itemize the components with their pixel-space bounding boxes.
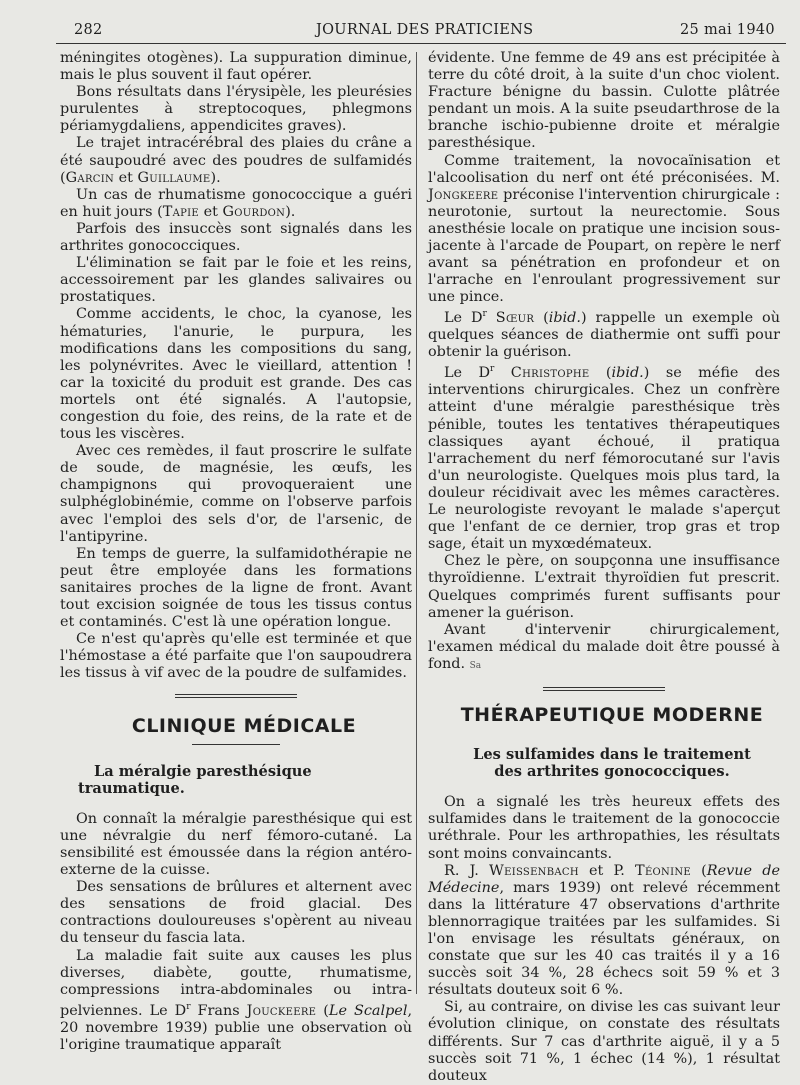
column-divider xyxy=(416,52,417,994)
paragraph: Parfois des insuccès sont signalés dans les arthrites gonococciques. xyxy=(60,220,412,255)
journal-name: Le Scalpel xyxy=(328,1002,408,1019)
header-rule xyxy=(56,43,786,44)
author-name: Weissenbach xyxy=(489,862,579,879)
author-name: Sœur xyxy=(495,310,535,327)
paragraph: Si, au contraire, on divise les cas suivant leur évolution clinique, on constate des résultats différents. Sur 7 cas d'arthrite aiguë, il y a 5 succès soit 71 %, 1 échec (14 %), 1 résultat douteux xyxy=(428,999,780,1084)
paragraph: La maladie fait suite aux causes les plus diverses, diabète, goutte, rhumatisme, compressions intra-abdominales ou intra-pelviennes. Le $D^r$ Frans Jouckeere (Le Scalpel, 20 novembre 1939) publie une observation où l'origine traumatique apparaît xyxy=(60,947,413,1053)
paragraph: Avec ces remèdes, il faut proscrire le sulfate de soude, de magnésie, les œufs, les champignons qui provoqueraient une sulphéglobinémie, comme on l'observe parfois avec l'emploi des sels d'or, de l'arsenic, de l'antipyrine. xyxy=(60,443,412,545)
paragraph: Un cas de rhumatisme gonococcique a guéri en huit jours (Tapie et Gourdon). xyxy=(60,186,412,220)
article-title-meralgie: La méralgie paresthésique traumatique. xyxy=(78,762,312,797)
article-title-line2: des arthrites gonococciques. xyxy=(494,763,730,781)
author-name: Guillaume xyxy=(137,169,211,186)
author-name: Téonine xyxy=(635,862,691,879)
journal-name: Revue de Médecine xyxy=(428,862,780,896)
author-name: Garcin xyxy=(65,169,115,186)
author-name: Jouckeere xyxy=(246,1002,317,1019)
issue-date: 25 mai 1940 xyxy=(680,22,775,38)
author-name: Tapie xyxy=(162,203,200,220)
running-header xyxy=(0,22,800,44)
paragraph: Ce n'est qu'après qu'elle est terminée et que l'hémostase a été parfaite que l'on saupoudrera les tissus à vif avec de la poudre de sulfamides. xyxy=(60,631,412,682)
left-column xyxy=(60,50,412,1054)
section-title-clinique: CLINIQUE MÉDICALE xyxy=(131,715,357,738)
paragraph: Le trajet intracérébral des plaies du crâne a été saupoudré avec des poudres de sulfamidés (Garcin et Guillaume). xyxy=(60,135,412,186)
paragraph: méningites otogènes). La suppuration diminue, mais le plus souvent il faut opérer. xyxy=(60,50,412,84)
article-title-line1: Les sulfamides dans le traitement xyxy=(473,746,751,764)
right-column xyxy=(428,50,780,1085)
paragraph: Avant d'intervenir chirurgicalement, l'examen médical du malade doit être poussé à fond. Sa xyxy=(428,621,780,672)
author-name: Christophe xyxy=(510,365,590,382)
signature-mark: Sa xyxy=(469,660,482,671)
paragraph: Bons résultats dans l'érysipèle, les pleurésies purulentes à streptocoques, phlegmons périamygdaliens, appendicites graves). xyxy=(60,84,412,135)
paragraph: R. J. Weissenbach et P. Téonine (Revue de Médecine, mars 1939) ont relevé récemment dans la littérature 47 observations d'arthrite blennorragique traitées par les sulfamides. Si l'on envisage les résultats généraux, on constate que sur les 40 cas traités il y a 16 succès soit 34 %, 28 échecs soit 59 % et 3 résultats douteux soit 6 %. xyxy=(428,862,780,999)
journal-title: JOURNAL DES PRATICIENS xyxy=(316,22,534,38)
paragraph: L'élimination se fait par le foie et les reins, accessoirement par les glandes salivaires ou prostatiques. xyxy=(60,255,412,306)
paragraph: Des sensations de brûlures et alternent avec des sensations de froid glacial. Des contractions douloureuses s'opèrent au niveau du tenseur du fascia lata. xyxy=(60,879,412,947)
paragraph: Comme accidents, le choc, la cyanose, les hématuries, l'anurie, le purpura, les modifications dans les compositions du sang, les polynévrites. Avec le vieillard, attention ! car la toxicité du produit est grande. Des cas mortels ont été signalés. A l'autopsie, congestion du foie, des reins, de la rate et de tous les viscères. xyxy=(60,306,412,443)
paragraph: Chez le père, on soupçonna une insuffisance thyroïdienne. L'extrait thyroïdien fut prescrit. Quelques comprimés furent suffisants pour amener la guérison. xyxy=(428,553,780,621)
author-name: Jongkeere xyxy=(428,186,499,203)
paragraph: Le $D^r$ Sœur (ibid.) rappelle un exemple où quelques séances de diathermie ont suffi pour obtenir la guérison. xyxy=(428,309,780,361)
author-name: Gourdon xyxy=(222,203,286,220)
paragraph: Le $D^r$ Christophe (ibid.) se méfie des interventions chirurgicales. Chez un confrère atteint d'une méralgie paresthésique très pénible, toutes les tentatives thérapeutiques classiques ayant échoué, il pratiqua l'arrachement du nerf fémorocutané sur l'avis d'un neurologiste. Quelques mois plus tard, la douleur récidivait avec les mêmes caractères. Le neurologiste revoyant le malade s'aperçut que l'enfant de ce dernier, trop gras et trop sage, était un myxœdémateux. xyxy=(428,364,780,553)
paragraph: En temps de guerre, la sulfamidothérapie ne peut être employée dans les formations sanitaires proches de la ligne de front. Avant tout excision soignée de tous les tissus contus et contaminés. C'est là une opération longue. xyxy=(60,545,412,631)
page-number: 282 xyxy=(74,22,103,38)
paragraph: évidente. Une femme de 49 ans est précipitée à terre du côté droit, à la suite d'un choc violent. Fracture bénigne du bassin. Culotte plâtrée pendant un mois. A la suite pseudarthrose de la branche ischio-pubienne droite et méralgie paresthésique. xyxy=(428,50,780,152)
paragraph: On connaît la méralgie paresthésique qui est une névralgie du nerf fémoro-cutané. La sensibilité est émoussée dans la région antéro-externe de la cuisse. xyxy=(60,810,412,879)
section-title-therapeutique: THÉRAPEUTIQUE MODERNE xyxy=(460,703,764,726)
paragraph: On a signalé les très heureux effets des sulfamides dans le traitement de la gonococcie uréthrale. Pour les arthropathies, les résultats sont moins convaincants. xyxy=(428,794,780,862)
paragraph: Comme traitement, la novocaïnisation et l'alcoolisation du nerf ont été préconisées. M. Jongkeere préconise l'intervention chirurgicale : neurotonie, surtout la neurectomie. Sous anesthésie locale on pratique une incision sous-jacente à l'arcade de Poupart, on repère le nerf avant sa pénétration en profondeur et on l'arrache en l'enroulant progressivement sur une pince. xyxy=(428,152,780,306)
